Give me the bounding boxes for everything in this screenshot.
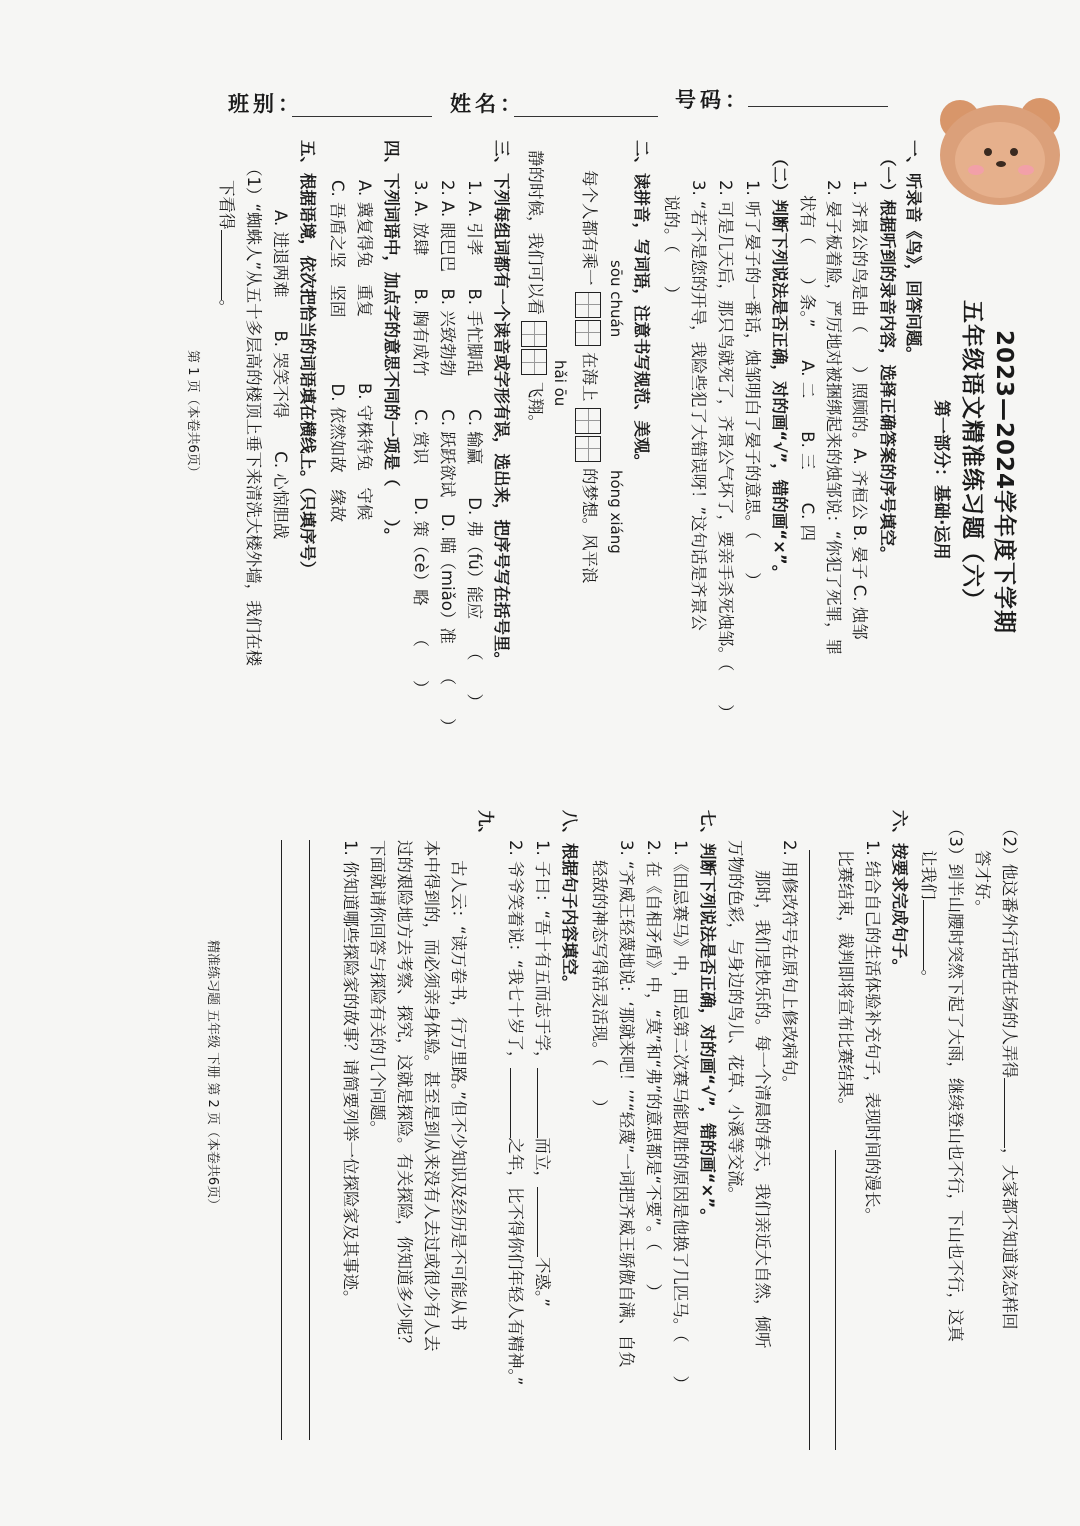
number-field[interactable]	[748, 106, 888, 107]
q5-item2-cont: 答才好。	[973, 850, 992, 916]
q6-item2: 2. 用修改符号在原句上修改病句。	[780, 840, 799, 1092]
q2-sentence	[576, 170, 603, 584]
q8-heading: 八、根据句子内容填空。	[560, 810, 579, 992]
answer-blank[interactable]	[537, 1068, 555, 1138]
q6-item2-sentence1: 那时，我们是快乐的。每一个清晨的春天，我们亲近大自然，倾听	[753, 870, 772, 1349]
q7-item3-cont: 轻敌的神态写得活灵活现。（ ）	[590, 860, 609, 1116]
page2-footer: 精准练习题 五年级 下册 第 2 页（本卷共6页）	[205, 940, 220, 1212]
q1-judge3: 3. “若不是您的开导，我险些犯了大错误呀！”这句话是齐景公	[689, 180, 708, 631]
q1-judge3-cont: 说的。（ ）	[662, 195, 681, 303]
pinyin-haiou: hǎi ōu	[551, 360, 569, 407]
q2-text1: 每个人都有乘一	[580, 170, 599, 286]
q8-item1-text: 1. 子曰：“吾十有五而志于学，	[533, 840, 552, 1068]
answer-blank[interactable]	[537, 1187, 555, 1257]
q7-item2: 2. 在《自相矛盾》中，“莫”和“弗”的意思都是“不要”。（ ）	[644, 840, 663, 1301]
writing-box[interactable]	[576, 408, 602, 434]
writing-box[interactable]	[576, 436, 602, 462]
exam-title: 五年级语文精准练习题（六）	[959, 300, 985, 612]
q9-passage1: 古人云：“读万卷书，行万里路。”但不少知识及经历是不可能从书	[449, 860, 468, 1331]
q5-item3-text: 让我们	[919, 850, 938, 900]
q7-heading: 七、判断下列说法是否正确，对的画“√”，错的画“×”。	[698, 810, 717, 1225]
q7-item3: 3. “齐威王轻蔑地说：‘那就来吧！’”“轻蔑”一词把齐威王骄傲自满、自负	[617, 840, 636, 1368]
q5-item1-text: 下看得	[217, 180, 236, 230]
q1-judge2: 2. 可是几天后，那只鸟就死了，齐景公气坏了，要亲手杀死烛邹。（ ）	[716, 180, 735, 721]
answer-blank[interactable]	[1004, 1078, 1022, 1148]
writing-box[interactable]	[576, 292, 602, 318]
q8-item1	[529, 840, 555, 1307]
name-label: 姓名：	[450, 92, 525, 116]
q1-part1: （一）根据听到的录音内容，选择正确答案的序号填空。	[878, 150, 897, 563]
q5-heading: 五、根据语境，依次把恰当的词语填在横线上。（只填序号）	[298, 140, 317, 578]
q5-item3-cont: 让我们。	[915, 850, 941, 986]
q1-item2: 2. 晏子板着脸，严厉地对被捆绑起来的烛邹说：“你犯了死罪，罪	[824, 180, 843, 656]
q3-heading: 三、下列每组词都有一个读音或字形有误，选出来，把序号写在括号里。	[492, 140, 511, 668]
q8-item2-text2: 之年，比不得你们年轻人有精神。”	[506, 1137, 525, 1386]
q6-item2-sentence2: 万物的色彩，与身边的鸟儿、花草、小溪等交流。	[726, 840, 745, 1203]
q9-passage2: 本中得到的，而必须亲身体验。甚至是到从来没有人去过或很少有人去	[422, 840, 441, 1352]
answer-line[interactable]	[835, 1150, 836, 1450]
pinyin-hongxiang: hóng xiáng	[607, 470, 625, 554]
q4-optionsAB: A. 冀复得兔 重复 B. 守株待兔 守候	[355, 180, 374, 521]
q3-item3: 3. A. 放肆 B. 胸有成竹 C. 赏识 D. 策（cè）略 （ ）	[411, 180, 430, 697]
pinyin-souchuan: sōu chuán	[607, 260, 625, 338]
q5-item1-cont: 下看得。	[213, 180, 239, 316]
writing-box[interactable]	[522, 321, 548, 347]
q6-heading: 六、按要求完成句子。	[890, 810, 909, 975]
q9-heading: 九、	[476, 810, 495, 843]
page1-footer: 第 1 页（本卷共6页）	[185, 350, 200, 479]
class-label: 班别：	[228, 92, 303, 116]
q8-item1-text3: 不惑。”	[533, 1257, 552, 1307]
q1-judge1: 1. 听了晏子的一番话，烛邹明白了晏子的意思。（ ）	[743, 180, 762, 589]
writing-box[interactable]	[522, 349, 548, 375]
q4-heading: 四、下列词语中，加点字的意思不同的一项是（ ）。	[382, 140, 401, 545]
part-title: 第一部分：基础·运用	[931, 400, 951, 560]
q8-item2	[502, 840, 528, 1385]
class-field[interactable]	[292, 116, 432, 117]
q5-item2-text2: ，大家都不知道该怎样回	[1000, 1148, 1019, 1330]
q5-options: A. 进退两难 B. 哭笑不得 C. 心惊胆战	[271, 210, 290, 540]
answer-line[interactable]	[309, 840, 310, 1440]
answer-blank[interactable]	[510, 1068, 528, 1138]
q4-optionsCD: C. 吾盾之坚 坚固 D. 依然如故 缘故	[328, 180, 347, 523]
answer-blank[interactable]	[221, 230, 239, 300]
answer-blank[interactable]	[923, 900, 941, 970]
q2-text3: 的梦想。风平浪	[580, 468, 599, 584]
q1-heading: 一、听录音《鸟》，回答问题。	[904, 140, 923, 363]
q5-item3: （3）到半山腰时突然下起了大雨，继续登山也不行，下山也不行，这真	[946, 820, 965, 1342]
q2-heading: 二、读拼音，写词语，注意书写规范、美观。	[632, 140, 651, 470]
q2-text4: 静的时候，我们可以看	[526, 150, 545, 315]
answer-line[interactable]	[281, 840, 282, 1440]
q3-item2: 2. A. 眼巴巴 B. 兴致勃勃 C. 跃跃欲试 D. 瞄（miǎo）准 （ ）	[438, 180, 457, 735]
q8-item2-text: 2. 爷爷笑着说：“我七十岁了，	[506, 840, 525, 1068]
q9-passage3: 过的艰险地方去考察、探究，这就是探险。有关探险，你知道多少呢？	[395, 840, 414, 1352]
q7-item1: 1.《田忌赛马》中，田忌第二次赛马能取胜的原因是他换了几匹马。（ ）	[671, 840, 690, 1392]
writing-box[interactable]	[576, 320, 602, 346]
q2-sentence2	[522, 150, 549, 431]
name-field[interactable]	[514, 116, 658, 117]
q1-part2: （二）判断下列说法是否正确，对的画“√”，错的画“×”。	[770, 150, 789, 582]
exam-year-title: 2023—2024学年度下学期	[991, 330, 1017, 635]
q1-item1: 1. 齐景公的鸟是由（ ）照顾的。A. 齐桓公 B. 晏子 C. 烛邹	[850, 180, 869, 640]
answer-line[interactable]	[809, 850, 810, 1450]
q9-item1: 1. 你知道哪些探险家的故事？请简要列举一位探险家及其事迹。	[341, 840, 360, 1307]
q2-text5: 飞翔。	[526, 381, 545, 431]
q6-item1-sentence: 比赛结束，裁判即将宣布比赛结果。	[836, 850, 855, 1114]
q8-item1-text2: 而立，	[533, 1137, 552, 1188]
q9-passage4: 下面就请你回答与探险有关的几个问题。	[368, 840, 387, 1137]
q3-item1: 1. A. 引孝 B. 手忙脚乱 C. 输赢 D. 弗（fú）能应 （ ）	[465, 180, 484, 711]
q6-item1: 1. 结合自己的生活体验补充句子，表现时间的漫长。	[863, 840, 882, 1224]
q5-item1: （1）“蜘蛛人”从五十多层高的楼顶上垂下来清洗大楼外墙，我们在楼	[244, 160, 263, 667]
right-half	[142, 810, 1022, 1470]
q8-label: 根据句子内容填空。	[560, 843, 579, 992]
q1-item2-cont: 状有（ ）条。” A. 二 B. 三 C. 四	[798, 195, 817, 542]
q5-item2-text: （2）他这番外行话把在场的人弄得	[1000, 820, 1019, 1078]
q5-item2	[996, 820, 1022, 1330]
number-label: 号码：	[675, 88, 750, 112]
left-half	[142, 140, 1022, 770]
q2-text2: 在海上	[580, 352, 599, 402]
